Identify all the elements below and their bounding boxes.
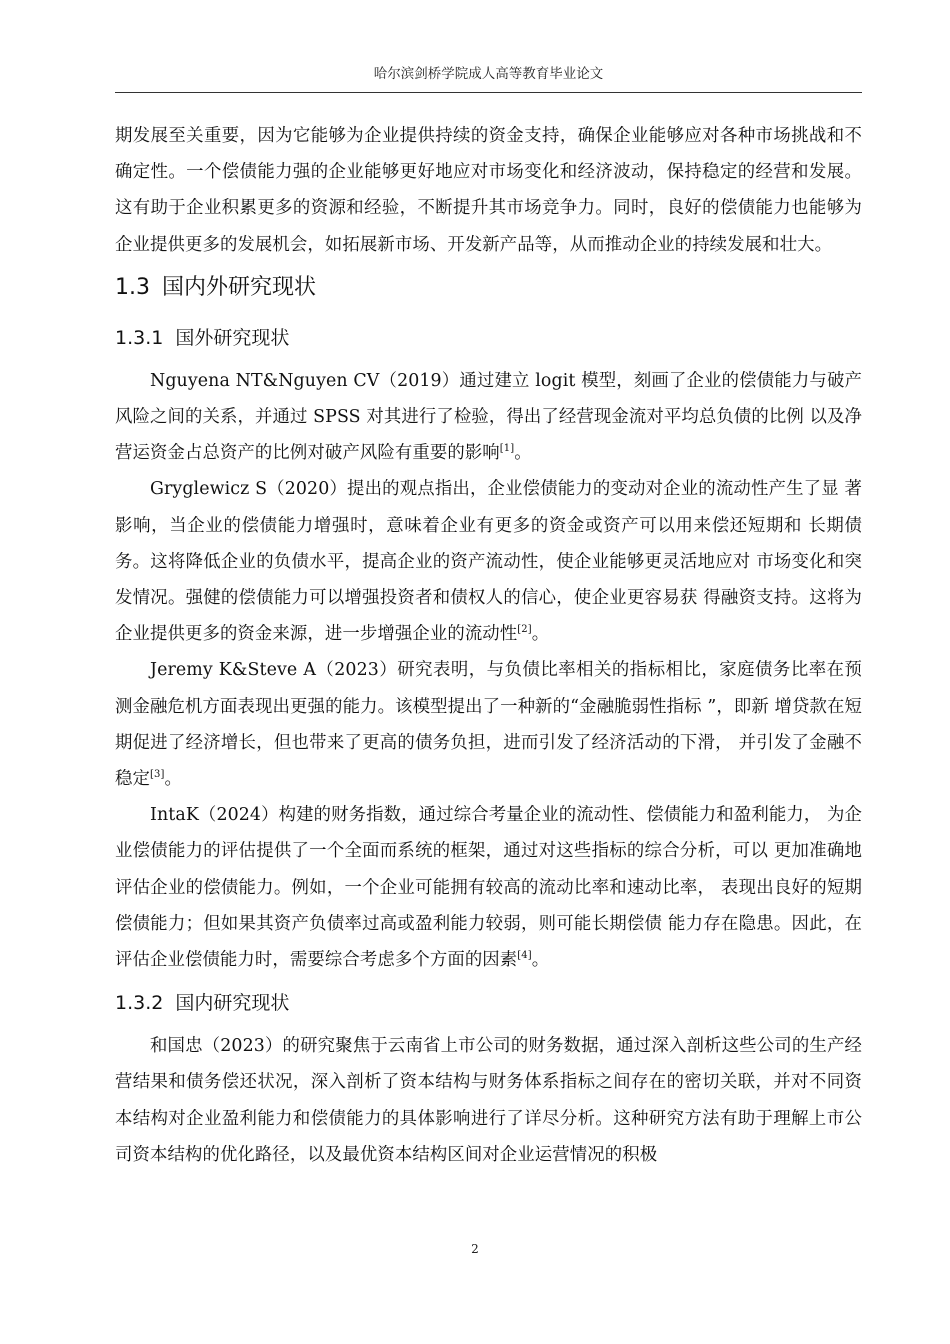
section-heading-1-3 — [115, 263, 862, 313]
page-body — [115, 118, 862, 1173]
citation-ref-1[interactable]: [1] — [499, 443, 515, 455]
paragraph-end: 。 — [514, 443, 532, 464]
citation-ref-4[interactable]: [4] — [517, 950, 532, 962]
paragraph-nguyen — [115, 363, 862, 472]
paragraph-jeremy — [115, 652, 862, 797]
subsection-title: 国外研究现状 — [175, 326, 290, 349]
paragraph-end: 。 — [531, 624, 550, 645]
paragraph-text: Gryglewicz S（2020）提出的观点指出，企业偿债能力的变动对企业的流动性产生了显 著影响，当企业的偿债能力增强时，意味着企业有更多的资金或资产可以用来偿还短期和 长期债务。这将降低企业的负债水平，提高企业的资产流动性，使企业能够更灵活地应对 市场变化和突发情况。强健的偿债能力可以增强投资者和债权人的信心，使企业更容易获 得融资支持。这将为企业提供更多的资金来源，进一步增强企业的流动性 — [115, 479, 862, 645]
subsection-number: 1.3.1 — [115, 326, 164, 349]
subsection-heading-1-3-2 — [115, 978, 862, 1028]
citation-ref-2[interactable]: [2] — [517, 624, 532, 636]
paragraph-he-guozhong: 和国忠（2023）的研究聚焦于云南省上市公司的财务数据，通过深入剖析这些公司的生产经营结果和债务偿还状况，深入剖析了资本结构与财务体系指标之间存在的密切关联，并对不同资本结构对企业盈利能力和偿债能力的具体影响进行了详尽分析。这种研究方法有助于理解上市公司资本结构的优化路径，以及最优资本结构区间对企业运营情况的积极 — [115, 1036, 862, 1165]
paragraph-continuation: 期发展至关重要，因为它能够为企业提供持续的资金支持，确保企业能够应对各种市场挑战和不确定性。一个偿债能力强的企业能够更好地应对市场变化和经济波动，保持稳定的经营和发展。这有助于企业积累更多的资源和经验，不断提升其市场竞争力。同时，良好的偿债能力也能够为企业提供更多的发展机会，如拓展新市场、开发新产品等，从而推动企业的持续发展和壮大。 — [115, 126, 862, 255]
subsection-heading-1-3-1 — [115, 313, 862, 363]
page-header — [115, 62, 862, 93]
citation-ref-3[interactable]: [3] — [149, 769, 165, 781]
paragraph-text: Nguyena NT&Nguyen CV（2019）通过建立 logit 模型，刻画了企业的偿债能力与破产 风险之间的关系，并通过 SPSS 对其进行了检验，得出了经营现金流对平均总负债的比例 以及净营运资金占总资产的比例对破产风险有重要的影响 — [115, 370, 862, 464]
paragraph-text: IntaK（2024）构建的财务指数，通过综合考量企业的流动性、偿债能力和盈利能力， 为企业偿债能力的评估提供了一个全面而系统的框架，通过对这些指标的综合分析，可以 更加准确地评估企业的偿债能力。例如，一个企业可能拥有较高的流动比率和速动比率， 表现出良好的短期偿债能力；但如果其资产负债率过高或盈利能力较弱，则可能长期偿债 能力存在隐患。因此，在评估企业偿债能力时，需要综合考虑多个方面的因素 — [115, 805, 862, 971]
header-title: 哈尔滨剑桥学院成人高等教育毕业论文 — [373, 66, 604, 82]
subsection-number: 1.3.2 — [115, 992, 164, 1015]
section-number: 1.3 — [115, 274, 150, 300]
paragraph-text: Jeremy K&Steve A（2023）研究表明，与负债比率相关的指标相比，家庭债务比率在预测金融危机方面表现出更强的能力。该模型提出了一种新的“金融脆弱性指标 ”，即新 增贷款在短期促进了经济增长，但也带来了更高的债务负担，进而引发了经济活动的下滑， 并引发了金融不稳定 — [115, 660, 862, 790]
section-title: 国内外研究现状 — [162, 274, 317, 300]
paragraph-gryglewicz — [115, 471, 862, 652]
paragraph-end: 。 — [531, 950, 550, 971]
page-number: 2 — [471, 1242, 479, 1256]
subsection-title: 国内研究现状 — [175, 992, 290, 1015]
paragraph-end: 。 — [164, 769, 182, 790]
paragraph-intak — [115, 797, 862, 978]
